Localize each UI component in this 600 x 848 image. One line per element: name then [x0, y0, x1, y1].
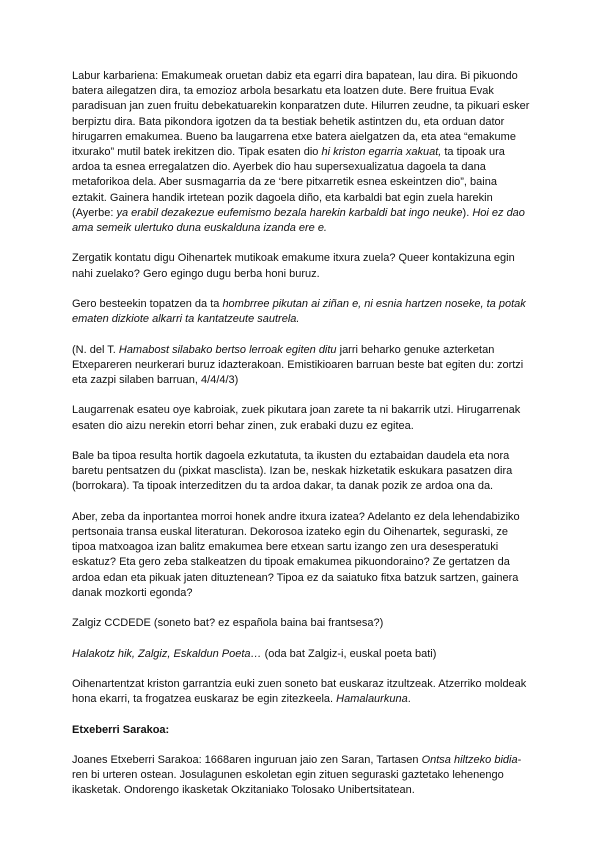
text: Oihenartentzat kriston garrantzia euki zuen soneto bat euskaraz itzultzeak. Atzerriko moldeak hona ekarri, ta frogatzea euskaraz be egin zitezkeela. — [72, 677, 527, 706]
text: (N. del T. — [72, 343, 119, 356]
paragraph-summary — [72, 69, 534, 236]
paragraph-oihenart — [72, 677, 534, 707]
text: Gero besteekin topatzen da ta — [72, 298, 223, 311]
text: (oda bat Zalgiz-i, euskal poeta bati) — [261, 647, 437, 660]
text: . — [407, 693, 411, 706]
quote: hi kriston egarria xakuat, — [321, 146, 442, 159]
text: ta tipoak ura ardoa ta esnea erregalatzen dio. Ayerbek dio hau supersexualizatua dagoela ta dana metaforikoa dela. Aber susmagarria da ze ‘bere pitxarretik esnea eskeintzen dio”, baina eztakit. Gainera handik irtetean pozik dagoela diño, eta karbaldi bat egin zuela harekin (Ayerbe: — [72, 146, 505, 219]
paragraph-etxeberri — [72, 753, 534, 799]
text: Joanes Etxeberri Sarakoa: 1668aren inguruan jaio zen Saran, Tartasen — [72, 753, 422, 766]
paragraph-laugarrenak: Laugarrenak esateu oye kabroiak, zuek pikutara joan zarete ta ni bakarrik utzi. Hirugarrenak esaten dio aizu nerekin etorri behar zinen, zuk erabaki duzu ez egitea. — [72, 404, 521, 432]
term: Hamalaurkuna — [336, 693, 408, 706]
paragraph-zalgiz: Zalgiz CCDEDE (soneto bat? ez española baina bai frantsesa?) — [72, 617, 384, 630]
document-page — [72, 69, 534, 814]
paragraph-gero — [72, 297, 534, 327]
quote: Hoi ez dao ama semeik ulertuko duna euskalduna izanda ere e. — [72, 206, 525, 235]
paragraph-halakotz — [72, 647, 534, 662]
paragraph-question: Zergatik kontatu digu Oihenartek mutikoak emakume itxura zuela? Queer kontakizuna egin nahi zuelako? Gero egingo dugu berba honi buruz. — [72, 252, 515, 280]
quote: Hamabost silabako bertso lerroak egiten ditu — [118, 343, 337, 356]
title: Ontsa hiltzeko bidia — [421, 753, 518, 766]
title: Halakotz hik, Zalgiz, Eskaldun Poeta… — [72, 647, 262, 660]
text: ). — [462, 206, 473, 219]
text: -ren bi urteren ostean. Josulagunen eskoletan egin zituen seguraski gaztetako lehenengo ikasketak. Ondorengo ikasketak Okzitaniako Tolosako Unibertsitatean. — [72, 753, 522, 797]
paragraph-aber: Aber, zeba da inportantea morroi honek andre itxura izatea? Adelanto ez dela lehendabiziko pertsonaia transa euskal literaturan. Dekorosoa izateko egin du Oihenartek, seguraski, ze tipoa matxoagoa izan balitz emakumea bere etxean sartu izango zen ura desesperatuki eskatuz? Eta gero zeba stalkeatzen du tipoak emakumea pikuondoraino? Ze gertatzen da ardoa edan eta pikuak jaten dituztenean? Tipoa ez da saiatuko fitxa batzuk sartzen, gainera danak mozkorti egonda? — [72, 510, 520, 599]
text: Labur karbariena: Emakumeak oruetan dabiz eta egarri dira bapatean, lau dira. Bi pikuondo batera ailegatzen dira, ta emozioz arbola besarkatu eta loatzen dute. Bere fruitua Evak paradisuan jan zuen fruitu debekatuarekin konparatzen dute. Hilurren zeudne, ta pikuari esker berpiztu dira. Bata pikondora igotzen da ta bestiak behetik astintzen du, eta orduan dator hirugarren emakumea. Bueno ba laugarrena etxe batera aielgatzen da, eta atea “emakume itxurako” mutil batek irekitzen dio. Tipak esaten dio — [72, 70, 530, 159]
text: jarri beharko genuke azterketan Etxepareren neurkerari buruz idazterakoan. Emistikioaren barruan beste bat egiten du: zortzi eta zazpi silaben barruan, 4/4/4/3) — [72, 343, 524, 387]
paragraph-bale: Bale ba tipoa resulta hortik dagoela ezkutatuta, ta ikusten du eztabaidan daudela eta nora baretu pentsatzen du (pixkat masclista). Izan be, neskak hizketatik eskukara pasatzen dira (borrokara). Ta tipoak interzeditzen du ta ardoa dakar, ta danak pozik ze ardoa ona da. — [72, 450, 513, 493]
quote: hombrree pikutan ai ziñan e, ni esnia hartzen noseke, ta potak ematen dizkiote alkarri ta kantatzeute sautrela. — [72, 298, 526, 326]
section-heading: Etxeberri Sarakoa: — [72, 723, 170, 736]
quote: ya erabil dezakezue eufemismo bezala harekin karbaldi bat ingo neuke — [116, 206, 463, 219]
paragraph-note — [72, 343, 534, 389]
